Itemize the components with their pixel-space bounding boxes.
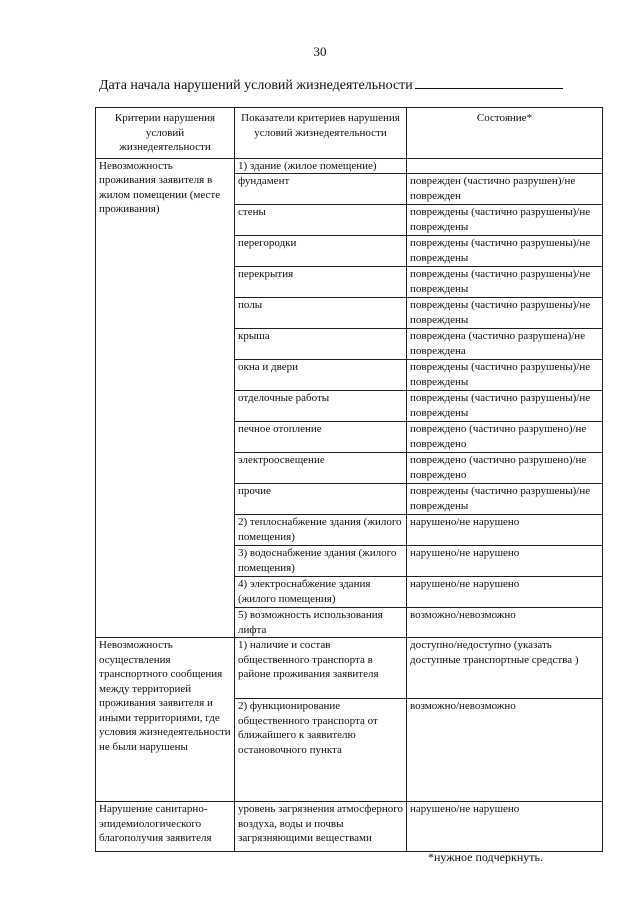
state-cell: повреждены (частично разрушены)/не повреждены [407, 298, 603, 329]
table-row [96, 158, 603, 174]
table-row [96, 638, 603, 699]
indicator-cell: 1) наличие и состав общественного транспорта в районе проживания заявителя [235, 638, 407, 699]
indicator-cell: 4) электроснабжение здания (жилого помещения) [235, 577, 407, 608]
state-cell: повреждены (частично разрушены)/не повреждены [407, 360, 603, 391]
indicator-cell: 1) здание (жилое помещение) [235, 158, 407, 174]
indicator-cell: печное отопление [235, 422, 407, 453]
indicator-cell: 2) функционирование общественного транспорта от ближайшего к заявителю остановочного пункта [235, 699, 407, 802]
state-cell: повреждены (частично разрушены)/не повреждены [407, 236, 603, 267]
state-cell: поврежден (частично разрушен)/не поврежден [407, 174, 603, 205]
state-cell: нарушено/не нарушено [407, 546, 603, 577]
state-cell: нарушено/не нарушено [407, 802, 603, 852]
state-cell: повреждены (частично разрушены)/не повреждены [407, 205, 603, 236]
state-cell: повреждена (частично разрушена)/не повреждена [407, 329, 603, 360]
state-cell: повреждено (частично разрушено)/не повреждено [407, 453, 603, 484]
indicator-cell: 5) возможность использования лифта [235, 608, 407, 638]
indicator-cell: перекрытия [235, 267, 407, 298]
state-cell: повреждены (частично разрушены)/не повреждены [407, 484, 603, 515]
state-cell: возможно/невозможно [407, 608, 603, 638]
criterion-cell: Невозможность осуществления транспортного сообщения между территорией проживания заявителя и иными территориями, где условия жизнедеятельности не были нарушены [96, 638, 235, 802]
table-row [96, 802, 603, 852]
state-cell: нарушено/не нарушено [407, 577, 603, 608]
indicator-cell: фундамент [235, 174, 407, 205]
column-header-state: Состояние* [407, 108, 603, 159]
indicator-cell: крыша [235, 329, 407, 360]
indicator-cell: окна и двери [235, 360, 407, 391]
indicator-cell: 3) водоснабжение здания (жилого помещения) [235, 546, 407, 577]
indicator-cell: отделочные работы [235, 391, 407, 422]
state-cell: доступно/недоступно (указать доступные транспортные средства ) [407, 638, 603, 699]
criterion-cell: Нарушение санитарно-эпидемиологического благополучия заявителя [96, 802, 235, 852]
table-body [96, 158, 603, 852]
state-cell: нарушено/не нарушено [407, 515, 603, 546]
table-header-row [96, 108, 603, 159]
footnote: *нужное подчеркнуть. [428, 850, 543, 864]
indicator-cell: 2) теплоснабжение здания (жилого помещения) [235, 515, 407, 546]
page-number: 30 [313, 44, 327, 59]
column-header-criteria: Критерии нарушения условий жизнедеятельности [96, 108, 235, 159]
state-cell: возможно/невозможно [407, 699, 603, 802]
indicator-cell: прочие [235, 484, 407, 515]
heading-text: Дата начала нарушений условий жизнедеятельности [99, 78, 413, 93]
indicator-cell: перегородки [235, 236, 407, 267]
indicator-cell: стены [235, 205, 407, 236]
indicator-cell: электроосвещение [235, 453, 407, 484]
criteria-table [95, 107, 603, 852]
indicator-cell: уровень загрязнения атмосферного воздуха, воды и почвы загрязняющими веществами [235, 802, 407, 852]
column-header-indicators: Показатели критериев нарушения условий жизнедеятельности [235, 108, 407, 159]
criterion-cell: Невозможность проживания заявителя в жилом помещении (месте проживания) [96, 158, 235, 638]
state-cell: повреждено (частично разрушено)/не повреждено [407, 422, 603, 453]
state-cell: повреждены (частично разрушены)/не повреждены [407, 267, 603, 298]
date-blank-line [415, 76, 563, 89]
state-cell: повреждены (частично разрушены)/не повреждены [407, 391, 603, 422]
state-cell [407, 158, 603, 174]
indicator-cell: полы [235, 298, 407, 329]
document-heading [99, 76, 563, 94]
